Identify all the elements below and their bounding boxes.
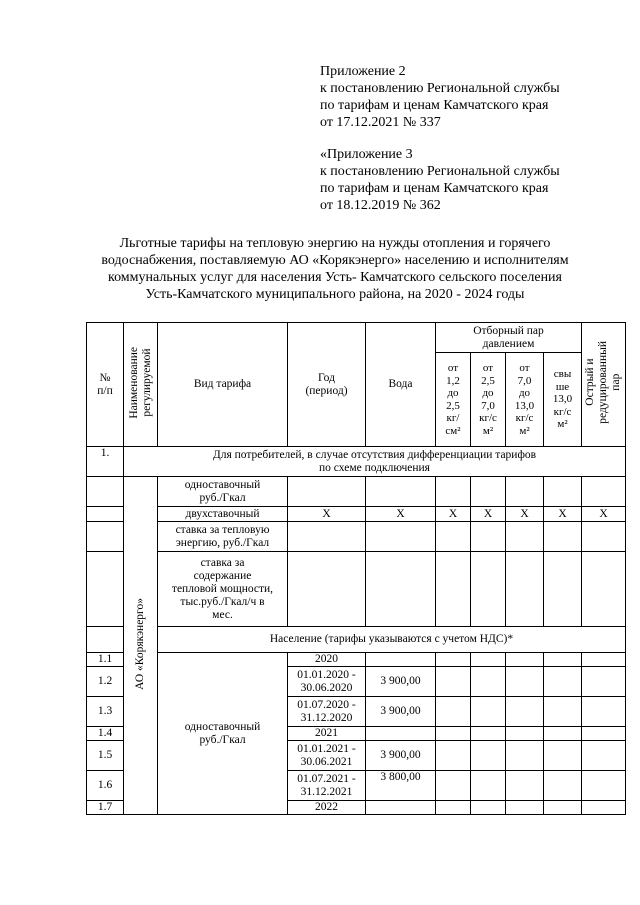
section-num: 1. — [87, 447, 124, 477]
row-water: 3 900,00 — [366, 667, 436, 697]
title-line: Усть-Камчатского муниципального района, на 2020 - 2024 годы — [145, 287, 525, 302]
num-cell — [87, 477, 124, 507]
cell — [288, 522, 366, 552]
cell — [471, 727, 506, 741]
num-cell — [87, 552, 124, 627]
row-water — [366, 727, 436, 741]
cell — [436, 522, 471, 552]
row-period: 01.01.2020 - 30.06.2020 — [288, 667, 366, 697]
header-year: Год (период) — [288, 323, 366, 447]
cell — [506, 801, 544, 815]
cell — [471, 697, 506, 727]
cell — [506, 552, 544, 627]
row-water: 3 900,00 — [366, 697, 436, 727]
cell — [582, 727, 626, 741]
header-sharp-steam: Острый и редуцированный пар — [582, 323, 626, 447]
header-steam-group: Отборный пар давлением — [436, 323, 582, 353]
cell — [582, 552, 626, 627]
cell — [436, 727, 471, 741]
row-num: 1.6 — [87, 771, 124, 801]
cell — [436, 697, 471, 727]
row-num: 1.4 — [87, 727, 124, 741]
cell — [506, 522, 544, 552]
cell — [471, 653, 506, 667]
num-cell — [87, 522, 124, 552]
header-line: по тарифам и ценам Камчатского края — [320, 98, 549, 113]
header-steam-4: свы ше 13,0 кг/с м² — [544, 353, 582, 447]
cell — [544, 667, 582, 697]
row-num: 1.7 — [87, 801, 124, 815]
tariff-capacity-rate: ставка за содержание тепловой мощности, тыс.руб./Гкал/ч в мес. — [158, 552, 288, 627]
header-steam-1: от 1,2 до 2,5 кг/ см² — [436, 353, 471, 447]
cell — [436, 667, 471, 697]
row-period: 01.07.2020 - 31.12.2020 — [288, 697, 366, 727]
cell — [471, 522, 506, 552]
header-line: к постановлению Региональной службы — [320, 164, 560, 179]
row-water: 3 800,00 — [366, 771, 436, 801]
cell — [436, 552, 471, 627]
title-line: водоснабжения, поставляемую АО «Корякэнерго» населению и исполнителям — [101, 253, 569, 268]
tariff-energy-rate: ставка за тепловую энергию, руб./Гкал — [158, 522, 288, 552]
cell — [471, 741, 506, 771]
document-title — [70, 235, 600, 303]
x-mark: Х — [544, 507, 582, 522]
cell — [582, 667, 626, 697]
row-period: 2022 — [288, 801, 366, 815]
cell — [582, 801, 626, 815]
cell — [544, 727, 582, 741]
title-line: коммунальных услуг для населения Усть- Камчатского сельского поселения — [107, 270, 562, 285]
cell — [544, 653, 582, 667]
cell — [582, 741, 626, 771]
cell — [506, 697, 544, 727]
x-mark: Х — [506, 507, 544, 522]
x-mark: Х — [436, 507, 471, 522]
appendix-3-block — [320, 146, 560, 214]
cell — [582, 771, 626, 801]
population-header: Население (тарифы указываются с учетом НДС)* — [158, 627, 626, 653]
header-water: Вода — [366, 323, 436, 447]
cell — [436, 653, 471, 667]
header-line: «Приложение 3 — [320, 147, 413, 162]
row-period: 2020 — [288, 653, 366, 667]
header-steam-2: от 2,5 до 7,0 кг/с м² — [471, 353, 506, 447]
header-line: Приложение 2 — [320, 64, 406, 79]
cell — [544, 697, 582, 727]
cell — [506, 477, 544, 507]
tariff-one-part: одноставочный руб./Гкал — [158, 477, 288, 507]
x-mark: Х — [582, 507, 626, 522]
cell — [471, 667, 506, 697]
cell — [366, 477, 436, 507]
cell — [471, 477, 506, 507]
cell — [366, 522, 436, 552]
row-period: 2021 — [288, 727, 366, 741]
row-num: 1.5 — [87, 741, 124, 771]
appendix-header — [320, 63, 560, 229]
cell — [582, 477, 626, 507]
cell — [436, 741, 471, 771]
cell — [288, 552, 366, 627]
org-name-cell: АО «Корякэнерго» — [124, 477, 158, 815]
cell — [544, 801, 582, 815]
num-cell — [87, 507, 124, 522]
x-mark: Х — [366, 507, 436, 522]
tariff-table — [86, 322, 626, 815]
cell — [288, 477, 366, 507]
row-period: 01.01.2021 - 30.06.2021 — [288, 741, 366, 771]
cell — [506, 771, 544, 801]
row-water — [366, 653, 436, 667]
cell — [544, 771, 582, 801]
row-water — [366, 801, 436, 815]
row-num: 1.3 — [87, 697, 124, 727]
section-title: Для потребителей, в случае отсутствия дифференциации тарифов по схеме подключения — [124, 447, 626, 477]
cell — [471, 771, 506, 801]
cell — [436, 477, 471, 507]
cell — [582, 697, 626, 727]
x-mark: Х — [288, 507, 366, 522]
row-water: 3 900,00 — [366, 741, 436, 771]
cell — [436, 801, 471, 815]
cell — [506, 741, 544, 771]
appendix-2-block — [320, 63, 560, 131]
cell — [436, 771, 471, 801]
row-num: 1.1 — [87, 653, 124, 667]
header-tariff-type: Вид тарифа — [158, 323, 288, 447]
cell — [544, 477, 582, 507]
header-num: № п/п — [87, 323, 124, 447]
cell — [544, 552, 582, 627]
cell — [471, 801, 506, 815]
cell — [506, 727, 544, 741]
header-org: Наименование регулируемой — [124, 323, 158, 447]
row-num: 1.2 — [87, 667, 124, 697]
title-line: Льготные тарифы на тепловую энергию на нужды отопления и горячего — [119, 236, 551, 251]
row-period: 01.07.2021 - 31.12.2021 — [288, 771, 366, 801]
cell — [544, 522, 582, 552]
cell — [366, 552, 436, 627]
tariff-two-part: двухставочный — [158, 507, 288, 522]
header-line: от 17.12.2021 № 337 — [320, 115, 441, 130]
cell — [506, 667, 544, 697]
cell — [471, 552, 506, 627]
cell — [582, 522, 626, 552]
cell — [582, 653, 626, 667]
num-cell — [87, 627, 124, 653]
header-line: по тарифам и ценам Камчатского края — [320, 181, 549, 196]
header-steam-3: от 7,0 до 13,0 кг/с м² — [506, 353, 544, 447]
header-line: к постановлению Региональной службы — [320, 81, 560, 96]
x-mark: Х — [471, 507, 506, 522]
header-line: от 18.12.2019 № 362 — [320, 198, 441, 213]
cell — [544, 741, 582, 771]
cell — [506, 653, 544, 667]
tariff-one-part-population: одноставочный руб./Гкал — [158, 653, 288, 815]
